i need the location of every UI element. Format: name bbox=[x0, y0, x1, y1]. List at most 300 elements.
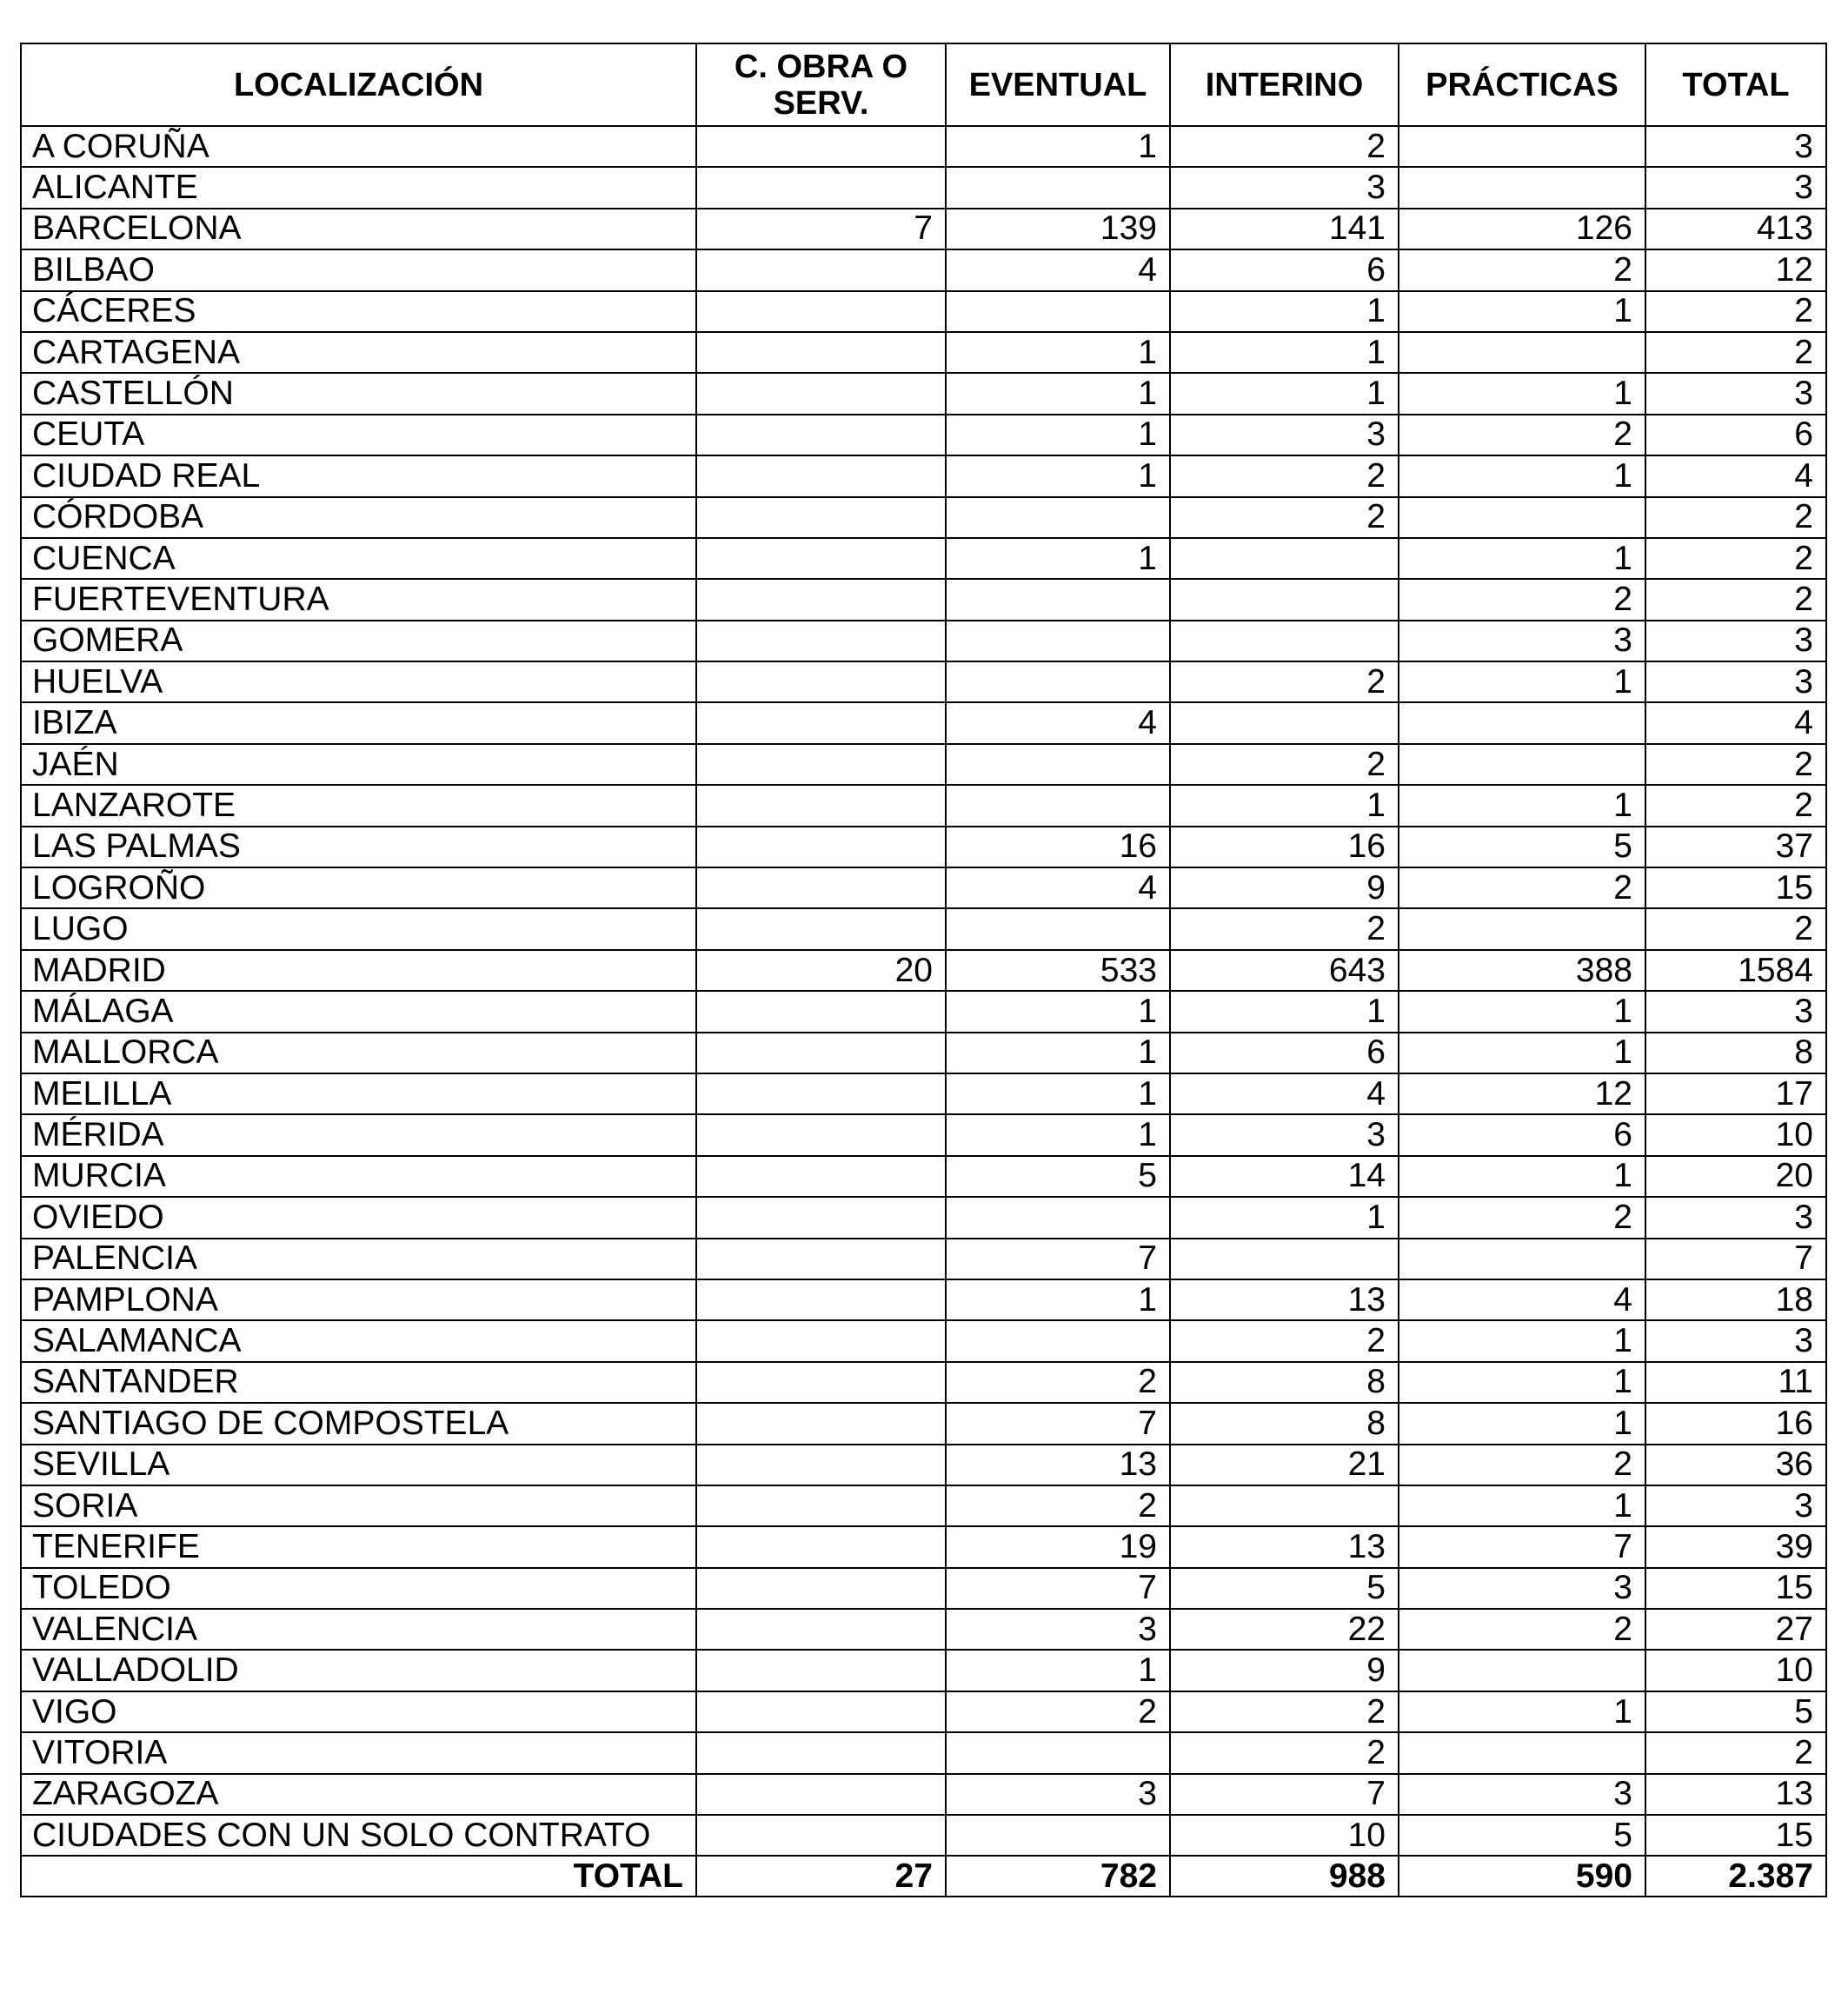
cell-total: 27 bbox=[1645, 1609, 1826, 1650]
table-row bbox=[21, 867, 1826, 908]
cell-interino: 1 bbox=[1170, 1197, 1399, 1238]
cell-interino bbox=[1170, 1485, 1399, 1526]
cell-eventual: 1 bbox=[946, 1073, 1170, 1114]
cell-total: 15 bbox=[1645, 1815, 1826, 1856]
cell-obra bbox=[696, 1197, 946, 1238]
cell-eventual bbox=[946, 1732, 1170, 1773]
cell-eventual: 4 bbox=[946, 702, 1170, 743]
table-row bbox=[21, 991, 1826, 1032]
cell-total: 20 bbox=[1645, 1156, 1826, 1197]
cell-practicas: 1 bbox=[1399, 1362, 1645, 1403]
cell-obra bbox=[696, 415, 946, 455]
table-row bbox=[21, 1526, 1826, 1567]
cell-obra bbox=[696, 621, 946, 661]
cell-obra bbox=[696, 1362, 946, 1403]
cell-eventual: 1 bbox=[946, 538, 1170, 579]
cell-total: 3 bbox=[1645, 1320, 1826, 1361]
cell-localizacion: SALAMANCA bbox=[21, 1320, 696, 1361]
cell-practicas: 1 bbox=[1399, 1033, 1645, 1073]
cell-localizacion: MURCIA bbox=[21, 1156, 696, 1197]
table-row bbox=[21, 1279, 1826, 1320]
cell-total: 13 bbox=[1645, 1774, 1826, 1815]
cell-total: 7 bbox=[1645, 1239, 1826, 1279]
cell-eventual: 4 bbox=[946, 249, 1170, 290]
cell-eventual bbox=[946, 1815, 1170, 1856]
table-row bbox=[21, 950, 1826, 991]
table-row bbox=[21, 126, 1826, 167]
cell-eventual bbox=[946, 744, 1170, 785]
cell-interino bbox=[1170, 702, 1399, 743]
cell-localizacion: GOMERA bbox=[21, 621, 696, 661]
cell-interino: 2 bbox=[1170, 908, 1399, 949]
cell-localizacion: MÁLAGA bbox=[21, 991, 696, 1032]
cell-practicas: 1 bbox=[1399, 1403, 1645, 1444]
totals-interino: 988 bbox=[1170, 1856, 1399, 1897]
cell-localizacion: LAS PALMAS bbox=[21, 827, 696, 867]
cell-eventual: 7 bbox=[946, 1568, 1170, 1609]
cell-eventual: 7 bbox=[946, 1403, 1170, 1444]
cell-practicas: 5 bbox=[1399, 827, 1645, 867]
cell-localizacion: CUENCA bbox=[21, 538, 696, 579]
cell-practicas: 12 bbox=[1399, 1073, 1645, 1114]
cell-obra bbox=[696, 1239, 946, 1279]
cell-obra bbox=[696, 497, 946, 538]
table-row bbox=[21, 1156, 1826, 1197]
cell-practicas: 2 bbox=[1399, 415, 1645, 455]
cell-obra bbox=[696, 1156, 946, 1197]
cell-practicas: 7 bbox=[1399, 1526, 1645, 1567]
table-body bbox=[21, 126, 1826, 1856]
table-row bbox=[21, 1609, 1826, 1650]
cell-practicas: 4 bbox=[1399, 1279, 1645, 1320]
cell-interino: 2 bbox=[1170, 126, 1399, 167]
cell-obra bbox=[696, 867, 946, 908]
cell-obra bbox=[696, 1815, 946, 1856]
cell-practicas bbox=[1399, 1732, 1645, 1773]
header-localizacion: LOCALIZACIÓN bbox=[21, 43, 696, 126]
cell-obra bbox=[696, 1033, 946, 1073]
cell-localizacion: MALLORCA bbox=[21, 1033, 696, 1073]
cell-total: 11 bbox=[1645, 1362, 1826, 1403]
cell-interino: 2 bbox=[1170, 1320, 1399, 1361]
cell-total: 8 bbox=[1645, 1033, 1826, 1073]
cell-total: 4 bbox=[1645, 702, 1826, 743]
cell-total: 10 bbox=[1645, 1114, 1826, 1155]
cell-eventual: 13 bbox=[946, 1445, 1170, 1485]
cell-practicas: 2 bbox=[1399, 867, 1645, 908]
cell-interino bbox=[1170, 621, 1399, 661]
cell-interino bbox=[1170, 538, 1399, 579]
cell-localizacion: JAÉN bbox=[21, 744, 696, 785]
cell-localizacion: OVIEDO bbox=[21, 1197, 696, 1238]
cell-localizacion: SORIA bbox=[21, 1485, 696, 1526]
cell-obra bbox=[696, 332, 946, 373]
cell-practicas bbox=[1399, 497, 1645, 538]
cell-interino: 16 bbox=[1170, 827, 1399, 867]
cell-localizacion: BARCELONA bbox=[21, 209, 696, 249]
cell-practicas: 1 bbox=[1399, 1485, 1645, 1526]
cell-eventual: 7 bbox=[946, 1239, 1170, 1279]
cell-interino: 2 bbox=[1170, 1691, 1399, 1732]
cell-eventual: 1 bbox=[946, 332, 1170, 373]
cell-localizacion: CÓRDOBA bbox=[21, 497, 696, 538]
cell-total: 6 bbox=[1645, 415, 1826, 455]
cell-interino: 1 bbox=[1170, 373, 1399, 414]
cell-practicas: 3 bbox=[1399, 621, 1645, 661]
cell-practicas: 5 bbox=[1399, 1815, 1645, 1856]
totals-total: 2.387 bbox=[1645, 1856, 1826, 1897]
cell-practicas: 1 bbox=[1399, 373, 1645, 414]
cell-total: 2 bbox=[1645, 579, 1826, 620]
cell-interino: 8 bbox=[1170, 1403, 1399, 1444]
cell-obra bbox=[696, 126, 946, 167]
cell-practicas bbox=[1399, 332, 1645, 373]
cell-obra bbox=[696, 1526, 946, 1567]
table-row bbox=[21, 621, 1826, 661]
table-row bbox=[21, 249, 1826, 290]
cell-localizacion: SEVILLA bbox=[21, 1445, 696, 1485]
cell-eventual: 2 bbox=[946, 1362, 1170, 1403]
table-row bbox=[21, 744, 1826, 785]
cell-total: 1584 bbox=[1645, 950, 1826, 991]
cell-total: 2 bbox=[1645, 785, 1826, 826]
header-eventual: EVENTUAL bbox=[946, 43, 1170, 126]
cell-obra bbox=[696, 744, 946, 785]
header-obra: C. OBRA O SERV. bbox=[696, 43, 946, 126]
cell-obra bbox=[696, 249, 946, 290]
cell-practicas: 2 bbox=[1399, 249, 1645, 290]
cell-localizacion: MADRID bbox=[21, 950, 696, 991]
cell-obra bbox=[696, 538, 946, 579]
cell-practicas: 1 bbox=[1399, 455, 1645, 496]
cell-localizacion: ZARAGOZA bbox=[21, 1774, 696, 1815]
table-row bbox=[21, 1732, 1826, 1773]
cell-practicas: 1 bbox=[1399, 1691, 1645, 1732]
cell-eventual bbox=[946, 1197, 1170, 1238]
cell-practicas: 1 bbox=[1399, 661, 1645, 702]
cell-interino: 7 bbox=[1170, 1774, 1399, 1815]
cell-localizacion: CÁCERES bbox=[21, 291, 696, 332]
table-row bbox=[21, 497, 1826, 538]
cell-eventual bbox=[946, 621, 1170, 661]
cell-interino: 1 bbox=[1170, 332, 1399, 373]
table-row bbox=[21, 702, 1826, 743]
table-row bbox=[21, 291, 1826, 332]
cell-interino: 22 bbox=[1170, 1609, 1399, 1650]
cell-interino bbox=[1170, 579, 1399, 620]
totals-eventual: 782 bbox=[946, 1856, 1170, 1897]
cell-practicas: 3 bbox=[1399, 1568, 1645, 1609]
cell-interino: 2 bbox=[1170, 455, 1399, 496]
cell-total: 3 bbox=[1645, 167, 1826, 208]
cell-eventual: 1 bbox=[946, 1114, 1170, 1155]
cell-localizacion: CEUTA bbox=[21, 415, 696, 455]
cell-localizacion: LOGROÑO bbox=[21, 867, 696, 908]
cell-interino: 1 bbox=[1170, 991, 1399, 1032]
cell-practicas bbox=[1399, 908, 1645, 949]
cell-total: 36 bbox=[1645, 1445, 1826, 1485]
cell-interino: 4 bbox=[1170, 1073, 1399, 1114]
cell-eventual: 1 bbox=[946, 991, 1170, 1032]
table-row bbox=[21, 579, 1826, 620]
cell-interino: 21 bbox=[1170, 1445, 1399, 1485]
cell-localizacion: TOLEDO bbox=[21, 1568, 696, 1609]
cell-obra: 20 bbox=[696, 950, 946, 991]
header-row bbox=[21, 43, 1826, 126]
header-interino: INTERINO bbox=[1170, 43, 1399, 126]
cell-total: 4 bbox=[1645, 455, 1826, 496]
table-row bbox=[21, 1114, 1826, 1155]
cell-localizacion: A CORUÑA bbox=[21, 126, 696, 167]
cell-practicas: 2 bbox=[1399, 1197, 1645, 1238]
cell-localizacion: CASTELLÓN bbox=[21, 373, 696, 414]
cell-eventual: 1 bbox=[946, 455, 1170, 496]
cell-eventual: 1 bbox=[946, 1650, 1170, 1691]
cell-total: 2 bbox=[1645, 497, 1826, 538]
cell-eventual: 533 bbox=[946, 950, 1170, 991]
table-row bbox=[21, 908, 1826, 949]
table-row bbox=[21, 373, 1826, 414]
cell-localizacion: CARTAGENA bbox=[21, 332, 696, 373]
cell-practicas: 3 bbox=[1399, 1774, 1645, 1815]
cell-eventual: 1 bbox=[946, 373, 1170, 414]
cell-eventual: 5 bbox=[946, 1156, 1170, 1197]
cell-obra bbox=[696, 455, 946, 496]
cell-total: 12 bbox=[1645, 249, 1826, 290]
table-row bbox=[21, 1485, 1826, 1526]
cell-total: 413 bbox=[1645, 209, 1826, 249]
cell-total: 3 bbox=[1645, 1485, 1826, 1526]
cell-obra bbox=[696, 167, 946, 208]
table-row bbox=[21, 415, 1826, 455]
table-row bbox=[21, 1568, 1826, 1609]
header-total: TOTAL bbox=[1645, 43, 1826, 126]
cell-localizacion: VITORIA bbox=[21, 1732, 696, 1773]
cell-total: 3 bbox=[1645, 991, 1826, 1032]
cell-total: 2 bbox=[1645, 744, 1826, 785]
cell-localizacion: PAMPLONA bbox=[21, 1279, 696, 1320]
cell-eventual: 1 bbox=[946, 415, 1170, 455]
cell-practicas: 2 bbox=[1399, 1445, 1645, 1485]
cell-interino: 9 bbox=[1170, 1650, 1399, 1691]
cell-localizacion: HUELVA bbox=[21, 661, 696, 702]
table-row bbox=[21, 785, 1826, 826]
cell-total: 2 bbox=[1645, 908, 1826, 949]
cell-localizacion: IBIZA bbox=[21, 702, 696, 743]
cell-practicas bbox=[1399, 1650, 1645, 1691]
cell-practicas bbox=[1399, 702, 1645, 743]
cell-obra bbox=[696, 661, 946, 702]
cell-obra bbox=[696, 991, 946, 1032]
cell-obra bbox=[696, 1691, 946, 1732]
cell-eventual bbox=[946, 167, 1170, 208]
cell-localizacion: LANZAROTE bbox=[21, 785, 696, 826]
cell-practicas: 126 bbox=[1399, 209, 1645, 249]
cell-eventual: 3 bbox=[946, 1774, 1170, 1815]
cell-practicas bbox=[1399, 1239, 1645, 1279]
cell-localizacion: VIGO bbox=[21, 1691, 696, 1732]
cell-practicas: 2 bbox=[1399, 579, 1645, 620]
cell-obra bbox=[696, 1279, 946, 1320]
cell-localizacion: BILBAO bbox=[21, 249, 696, 290]
cell-practicas bbox=[1399, 167, 1645, 208]
cell-obra bbox=[696, 785, 946, 826]
cell-obra bbox=[696, 1568, 946, 1609]
cell-obra bbox=[696, 1073, 946, 1114]
cell-interino: 13 bbox=[1170, 1279, 1399, 1320]
cell-eventual: 1 bbox=[946, 1279, 1170, 1320]
cell-localizacion: ALICANTE bbox=[21, 167, 696, 208]
table-row bbox=[21, 1033, 1826, 1073]
cell-eventual: 16 bbox=[946, 827, 1170, 867]
cell-obra bbox=[696, 908, 946, 949]
cell-total: 3 bbox=[1645, 621, 1826, 661]
cell-practicas: 1 bbox=[1399, 991, 1645, 1032]
cell-interino: 6 bbox=[1170, 249, 1399, 290]
cell-practicas bbox=[1399, 126, 1645, 167]
cell-localizacion: VALENCIA bbox=[21, 1609, 696, 1650]
cell-eventual bbox=[946, 785, 1170, 826]
cell-total: 37 bbox=[1645, 827, 1826, 867]
cell-interino bbox=[1170, 1239, 1399, 1279]
cell-eventual: 1 bbox=[946, 1033, 1170, 1073]
cell-localizacion: CIUDAD REAL bbox=[21, 455, 696, 496]
cell-total: 15 bbox=[1645, 1568, 1826, 1609]
table-row bbox=[21, 1197, 1826, 1238]
table-row bbox=[21, 1239, 1826, 1279]
cell-eventual: 139 bbox=[946, 209, 1170, 249]
cell-obra bbox=[696, 827, 946, 867]
cell-eventual: 3 bbox=[946, 1609, 1170, 1650]
cell-total: 2 bbox=[1645, 538, 1826, 579]
cell-total: 3 bbox=[1645, 126, 1826, 167]
cell-total: 18 bbox=[1645, 1279, 1826, 1320]
cell-interino: 141 bbox=[1170, 209, 1399, 249]
table-row bbox=[21, 1691, 1826, 1732]
cell-localizacion: LUGO bbox=[21, 908, 696, 949]
cell-eventual: 4 bbox=[946, 867, 1170, 908]
cell-interino: 8 bbox=[1170, 1362, 1399, 1403]
cell-eventual: 2 bbox=[946, 1485, 1170, 1526]
table-row bbox=[21, 1320, 1826, 1361]
cell-interino: 3 bbox=[1170, 167, 1399, 208]
cell-total: 2 bbox=[1645, 332, 1826, 373]
table-row bbox=[21, 827, 1826, 867]
cell-practicas: 1 bbox=[1399, 291, 1645, 332]
cell-interino: 2 bbox=[1170, 744, 1399, 785]
table-row bbox=[21, 332, 1826, 373]
cell-interino: 2 bbox=[1170, 497, 1399, 538]
cell-localizacion: TENERIFE bbox=[21, 1526, 696, 1567]
cell-total: 3 bbox=[1645, 1197, 1826, 1238]
cell-total: 15 bbox=[1645, 867, 1826, 908]
cell-practicas: 2 bbox=[1399, 1609, 1645, 1650]
cell-interino: 643 bbox=[1170, 950, 1399, 991]
table-row bbox=[21, 1774, 1826, 1815]
cell-total: 2 bbox=[1645, 1732, 1826, 1773]
cell-interino: 13 bbox=[1170, 1526, 1399, 1567]
cell-localizacion: VALLADOLID bbox=[21, 1650, 696, 1691]
cell-interino: 2 bbox=[1170, 661, 1399, 702]
cell-eventual: 1 bbox=[946, 126, 1170, 167]
cell-localizacion: CIUDADES CON UN SOLO CONTRATO bbox=[21, 1815, 696, 1856]
cell-obra bbox=[696, 291, 946, 332]
totals-obra: 27 bbox=[696, 1856, 946, 1897]
totals-row bbox=[21, 1856, 1826, 1897]
table-row bbox=[21, 1445, 1826, 1485]
cell-localizacion: SANTIAGO DE COMPOSTELA bbox=[21, 1403, 696, 1444]
totals-practicas: 590 bbox=[1399, 1856, 1645, 1897]
cell-eventual bbox=[946, 908, 1170, 949]
cell-practicas: 1 bbox=[1399, 1320, 1645, 1361]
cell-eventual bbox=[946, 497, 1170, 538]
header-practicas: PRÁCTICAS bbox=[1399, 43, 1645, 126]
cell-interino: 3 bbox=[1170, 415, 1399, 455]
table-row bbox=[21, 1362, 1826, 1403]
cell-obra bbox=[696, 1114, 946, 1155]
table-row bbox=[21, 661, 1826, 702]
cell-obra: 7 bbox=[696, 209, 946, 249]
cell-total: 5 bbox=[1645, 1691, 1826, 1732]
cell-obra bbox=[696, 702, 946, 743]
cell-obra bbox=[696, 1732, 946, 1773]
cell-localizacion: PALENCIA bbox=[21, 1239, 696, 1279]
cell-eventual bbox=[946, 1320, 1170, 1361]
cell-obra bbox=[696, 1485, 946, 1526]
cell-obra bbox=[696, 1320, 946, 1361]
cell-practicas: 1 bbox=[1399, 538, 1645, 579]
cell-localizacion: MELILLA bbox=[21, 1073, 696, 1114]
table-row bbox=[21, 538, 1826, 579]
cell-obra bbox=[696, 373, 946, 414]
cell-practicas: 1 bbox=[1399, 1156, 1645, 1197]
cell-interino: 1 bbox=[1170, 785, 1399, 826]
cell-total: 3 bbox=[1645, 661, 1826, 702]
cell-practicas bbox=[1399, 744, 1645, 785]
table-row bbox=[21, 455, 1826, 496]
cell-eventual: 2 bbox=[946, 1691, 1170, 1732]
cell-total: 17 bbox=[1645, 1073, 1826, 1114]
table-row bbox=[21, 1650, 1826, 1691]
cell-practicas: 6 bbox=[1399, 1114, 1645, 1155]
table-row bbox=[21, 1073, 1826, 1114]
cell-localizacion: SANTANDER bbox=[21, 1362, 696, 1403]
cell-eventual bbox=[946, 579, 1170, 620]
cell-obra bbox=[696, 579, 946, 620]
cell-obra bbox=[696, 1445, 946, 1485]
table-row bbox=[21, 209, 1826, 249]
cell-interino: 9 bbox=[1170, 867, 1399, 908]
cell-localizacion: MÉRIDA bbox=[21, 1114, 696, 1155]
contracts-table bbox=[20, 43, 1827, 1897]
cell-total: 10 bbox=[1645, 1650, 1826, 1691]
cell-obra bbox=[696, 1650, 946, 1691]
cell-eventual bbox=[946, 661, 1170, 702]
cell-obra bbox=[696, 1774, 946, 1815]
table-row bbox=[21, 167, 1826, 208]
table-row bbox=[21, 1403, 1826, 1444]
cell-eventual: 19 bbox=[946, 1526, 1170, 1567]
cell-interino: 3 bbox=[1170, 1114, 1399, 1155]
cell-localizacion: FUERTEVENTURA bbox=[21, 579, 696, 620]
cell-interino: 2 bbox=[1170, 1732, 1399, 1773]
cell-obra bbox=[696, 1609, 946, 1650]
cell-interino: 14 bbox=[1170, 1156, 1399, 1197]
cell-practicas: 1 bbox=[1399, 785, 1645, 826]
totals-label: TOTAL bbox=[21, 1856, 696, 1897]
cell-interino: 5 bbox=[1170, 1568, 1399, 1609]
cell-total: 16 bbox=[1645, 1403, 1826, 1444]
